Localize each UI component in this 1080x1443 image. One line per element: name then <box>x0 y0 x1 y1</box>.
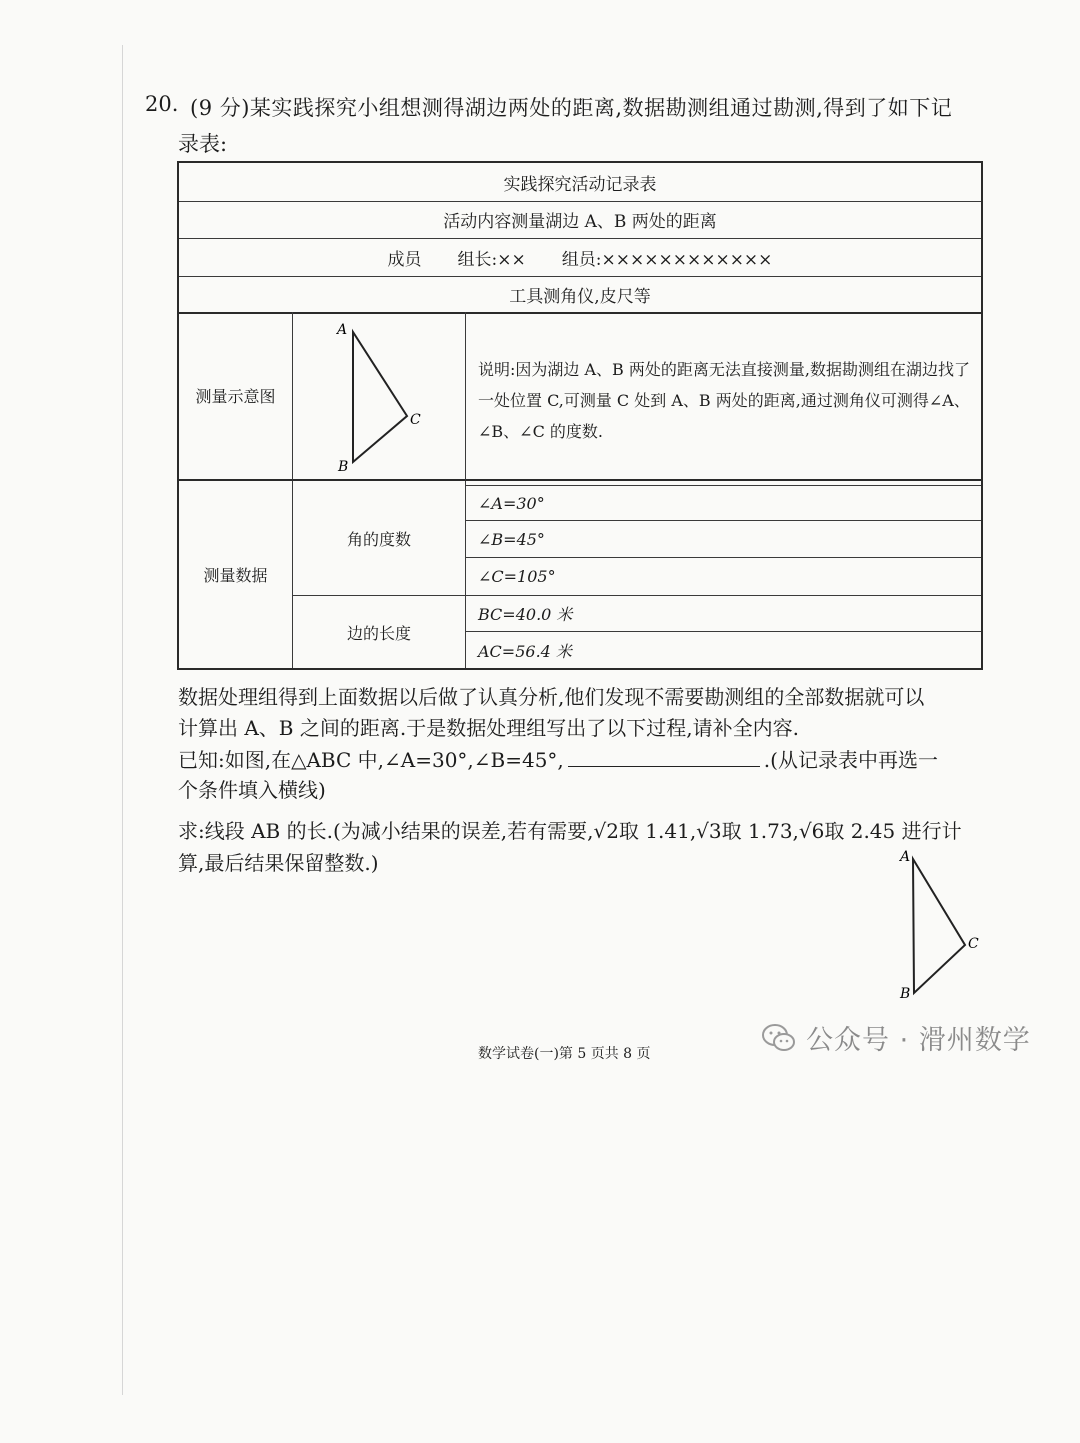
record-table <box>177 161 983 670</box>
activity-content: 活动内容测量湖边 A、B 两处的距离 <box>179 201 981 239</box>
angle-label: 角的度数 <box>293 481 466 596</box>
figure-point-a: A <box>900 849 911 865</box>
wechat-icon <box>762 1023 796 1053</box>
watermark-text: 公众号 · 滑州数学 <box>806 1025 1031 1056</box>
given-text-after: .(从记录表中再选一 <box>763 748 938 772</box>
triangle-figure <box>890 845 1000 1005</box>
triangle-diagram <box>293 312 463 477</box>
members-row <box>179 238 981 277</box>
binding-line <box>122 45 123 1395</box>
members-label: 成员 <box>387 249 422 270</box>
angle-c-value: ∠C=105° <box>466 558 981 596</box>
tools-row: 工具测角仪,皮尺等 <box>179 276 981 314</box>
side-label: 边的长度 <box>293 596 466 668</box>
description-note: 说明:因为湖边 A、B 两处的距离无法直接测量,数据勘测组在湖边找了一处位置 C,可测量 C 处到 A、B 两处的距离,通过测角仪可测得∠A、∠B、∠C 的度数. <box>466 312 981 481</box>
angle-a-value: ∠A=30° <box>466 485 981 521</box>
figure-point-b: B <box>900 986 911 1002</box>
answer-figure <box>890 845 1000 1009</box>
watermark <box>762 1018 1031 1057</box>
diagram-label: 测量示意图 <box>179 312 293 481</box>
triangle-abc <box>353 332 407 462</box>
point-c-label: C <box>410 412 421 428</box>
figure-triangle-abc <box>913 859 965 993</box>
given-line <box>178 744 938 773</box>
answer-blank[interactable] <box>568 746 760 767</box>
analysis-paragraph: 数据处理组得到上面数据以后做了认真分析,他们发现不需要勘测组的全部数据就可以 <box>178 685 925 709</box>
page-footer: 数学试卷(一)第 5 页共 8 页 <box>478 1046 651 1062</box>
point-a-label: A <box>337 322 348 338</box>
angle-b-value: ∠B=45° <box>466 521 981 558</box>
measurement-diagram <box>293 312 466 481</box>
side-bc-value: BC=40.0 米 <box>466 596 981 632</box>
find-line-2: 算,最后结果保留整数.) <box>178 851 379 875</box>
question-stem <box>172 92 952 122</box>
question-stem-line1: (9 分)某实践探究小组想测得湖边两处的距离,数据勘测组通过勘测,得到了如下记 <box>190 96 953 120</box>
analysis-paragraph-2: 计算出 A、B 之间的距离.于是数据处理组写出了以下过程,请补全内容. <box>178 716 799 740</box>
table-title: 实践探究活动记录表 <box>179 163 981 202</box>
side-ac-value: AC=56.4 米 <box>478 641 572 661</box>
figure-point-c: C <box>968 936 979 952</box>
given-line-2: 个条件填入横线) <box>178 778 326 802</box>
question-stem-line2: 录表: <box>178 132 228 156</box>
question-number: 20. <box>145 92 179 116</box>
point-b-label: B <box>338 459 349 475</box>
group-leader: 组长:×× <box>457 249 526 270</box>
find-line: 求:线段 AB 的长.(为减小结果的误差,若有需要,√2取 1.41,√3取 1.73,√6取 2.45 进行计 <box>178 819 962 843</box>
given-text: 已知:如图,在△ABC 中,∠A=30°,∠B=45°, <box>178 748 564 772</box>
group-members: 组员:×××××××××××× <box>561 249 773 270</box>
data-label: 测量数据 <box>179 481 293 668</box>
